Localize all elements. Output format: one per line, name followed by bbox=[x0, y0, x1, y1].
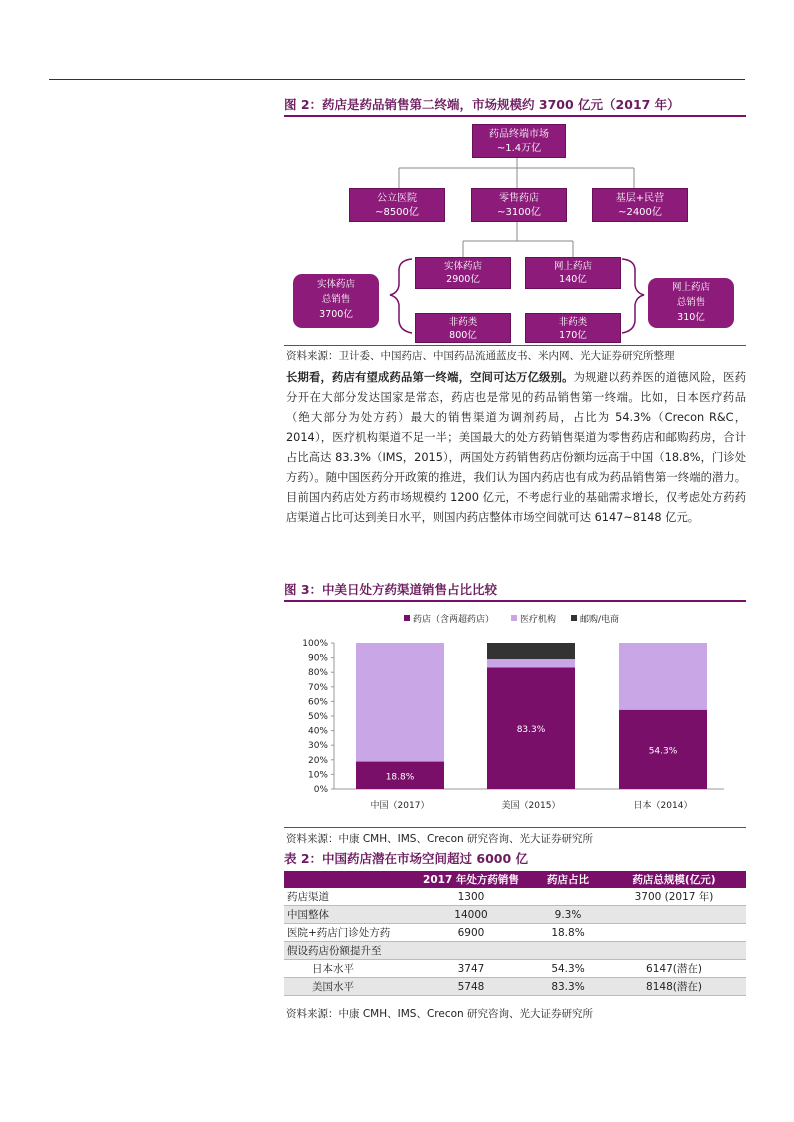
node-grassroots-private bbox=[592, 188, 688, 222]
table-cell: 3747 bbox=[408, 960, 534, 978]
node-label: 实体药店 bbox=[443, 261, 482, 272]
node-label: 非药类 bbox=[558, 317, 588, 328]
table-cell: 83.3% bbox=[534, 978, 602, 996]
table-cell bbox=[534, 942, 602, 960]
table-cell: 6900 bbox=[408, 924, 534, 942]
table-header: 2017 年处方药销售 bbox=[408, 871, 534, 888]
table-row bbox=[284, 960, 746, 978]
figure-3-chart bbox=[284, 602, 746, 827]
node-label: 基层+民营 bbox=[615, 193, 665, 204]
table-header-row bbox=[284, 871, 746, 888]
table-2-title: 表 2：中国药店潜在市场空间超过 6000 亿 bbox=[284, 851, 529, 866]
figure-2-source: 资料来源：卫计委、中国药店、中国药品流通蓝皮书、米内网、光大证券研究所整理 bbox=[286, 350, 675, 362]
node-value: 140亿 bbox=[559, 274, 587, 285]
y-tick-label: 80% bbox=[307, 668, 328, 679]
bar-segment bbox=[356, 643, 444, 762]
y-tick-label: 90% bbox=[307, 653, 328, 664]
table-cell: 中国整体 bbox=[284, 906, 408, 924]
node-value: 170亿 bbox=[559, 330, 587, 341]
body-paragraph bbox=[286, 368, 746, 528]
y-tick-label: 50% bbox=[307, 712, 328, 722]
table-cell: 5748 bbox=[408, 978, 534, 996]
figure-2-bottom-rule bbox=[284, 345, 746, 346]
table-cell bbox=[602, 942, 746, 960]
table-cell: 18.8% bbox=[534, 924, 602, 942]
x-category-label: 美国（2015） bbox=[501, 801, 561, 811]
node-online-pharmacy bbox=[525, 257, 621, 289]
table-2-source: 资料来源：中康 CMH、IMS、Crecon 研究咨询、光大证券研究所 bbox=[286, 1008, 594, 1020]
figure-2-title: 图 2：药店是药品销售第二终端，市场规模约 3700 亿元（2017 年） bbox=[284, 97, 680, 112]
table-header bbox=[284, 871, 408, 888]
node-public-hospital bbox=[349, 188, 445, 222]
node-retail-pharmacy bbox=[471, 188, 567, 222]
node-label: 零售药店 bbox=[499, 193, 539, 204]
table-cell: 美国水平 bbox=[284, 978, 408, 996]
table-row bbox=[284, 906, 746, 924]
y-tick-label: 30% bbox=[307, 741, 328, 752]
table-cell bbox=[602, 924, 746, 942]
node-value: 800亿 bbox=[449, 330, 477, 341]
node-label: 网上药店 bbox=[553, 261, 592, 272]
table-cell: 3700 (2017 年) bbox=[602, 888, 746, 906]
table-cell: 14000 bbox=[408, 906, 534, 924]
legend-swatch-mail-order bbox=[571, 615, 577, 621]
node-value: 3700亿 bbox=[319, 309, 353, 320]
y-tick-label: 40% bbox=[307, 726, 328, 737]
node-label: 总销售 bbox=[676, 297, 706, 308]
node-value: ~1.4万亿 bbox=[496, 143, 542, 154]
node-label: 非药类 bbox=[448, 317, 478, 328]
y-tick-label: 20% bbox=[307, 755, 328, 766]
table-cell: 医院+药店门诊处方药 bbox=[284, 924, 408, 942]
plus-sign: + bbox=[570, 290, 578, 300]
table-cell bbox=[408, 942, 534, 960]
y-tick-label: 0% bbox=[313, 785, 328, 795]
figure-3-bottom-rule bbox=[284, 827, 746, 828]
bar-segment bbox=[487, 659, 575, 667]
node-value: ~8500亿 bbox=[375, 207, 419, 218]
legend-swatch-medical bbox=[511, 615, 517, 621]
legend-label: 医疗机构 bbox=[520, 615, 557, 625]
table-cell: 药店渠道 bbox=[284, 888, 408, 906]
figure-3-title: 图 3：中美日处方药渠道销售占比比较 bbox=[284, 582, 498, 597]
table-row bbox=[284, 978, 746, 996]
paragraph-text: 为规避以药养医的道德风险，医药分开在大部分发达国家是常态，药店也是常见的药品销售第一终端。比如，日本医疗药品（绝大部分为处方药）最大的销售渠道为调剂药局，占比为 54.3%（Crecon R&C，2014），医疗机构渠道不足一半；美国最大的处方药销售渠道为零售药店和邮购药房，合计占比高达 83.3%（IMS，2015），两国处方药销售药店份额均远高于中国（18.8%，门诊处方药）。随中国医药分开政策的推进，我们认为国内药店也有成为药品销售第一终端的潜力。目前国内药店处方药市场规模约 1200 亿元，不考虑行业的基础需求增长，仅考虑处方药药店渠道占比可达到美日水平，则国内药店整体市场空间就可达 6147~8148 亿元。 bbox=[286, 371, 746, 524]
legend-label: 邮购/电商 bbox=[580, 615, 620, 625]
chart-legend bbox=[404, 613, 619, 625]
table-row bbox=[284, 888, 746, 906]
figure-3-source: 资料来源：中康 CMH、IMS、Crecon 研究咨询、光大证券研究所 bbox=[286, 833, 594, 845]
table-row bbox=[284, 924, 746, 942]
node-online-total bbox=[648, 278, 734, 328]
table-cell: 假设药店份额提升至 bbox=[284, 942, 408, 960]
market-space-table bbox=[284, 871, 746, 996]
node-physical-total bbox=[293, 274, 379, 328]
y-tick-label: 70% bbox=[307, 682, 328, 693]
table-cell: 9.3% bbox=[534, 906, 602, 924]
x-category-label: 日本（2014） bbox=[633, 801, 693, 811]
y-tick-label: 100% bbox=[302, 639, 328, 649]
table-header: 药店占比 bbox=[534, 871, 602, 888]
node-label: 网上药店 bbox=[671, 282, 710, 293]
table-cell bbox=[534, 888, 602, 906]
y-tick-label: 60% bbox=[307, 697, 328, 708]
table-cell: 6147(潜在) bbox=[602, 960, 746, 978]
node-label: 总销售 bbox=[321, 294, 351, 305]
paragraph-lead: 长期看，药店有望成药品第一终端，空间可达万亿级别。 bbox=[286, 371, 574, 384]
node-value: ~3100亿 bbox=[497, 207, 541, 218]
table-cell: 8148(潜在) bbox=[602, 978, 746, 996]
node-drug-terminal-market bbox=[472, 124, 566, 158]
x-category-label: 中国（2017） bbox=[370, 801, 430, 811]
legend-swatch-pharmacy bbox=[404, 615, 410, 621]
bar-data-label: 83.3% bbox=[516, 725, 546, 736]
header-rule bbox=[49, 79, 745, 80]
table-row bbox=[284, 942, 746, 960]
node-online-non-drug bbox=[525, 313, 621, 343]
node-value: ~2400亿 bbox=[618, 207, 662, 218]
node-physical-pharmacy bbox=[415, 257, 511, 289]
table-cell: 日本水平 bbox=[284, 960, 408, 978]
table-header: 药店总规模(亿元) bbox=[602, 871, 746, 888]
table-cell bbox=[602, 906, 746, 924]
plus-sign: + bbox=[460, 290, 468, 300]
node-label: 公立医院 bbox=[377, 193, 417, 204]
node-value: 2900亿 bbox=[446, 274, 480, 285]
bar-data-label: 54.3% bbox=[648, 746, 678, 757]
bar-segment bbox=[619, 643, 707, 710]
node-label: 药品终端市场 bbox=[489, 129, 549, 140]
table-cell: 1300 bbox=[408, 888, 534, 906]
y-tick-label: 10% bbox=[307, 770, 328, 781]
node-label: 实体药店 bbox=[316, 279, 355, 290]
table-cell: 54.3% bbox=[534, 960, 602, 978]
node-value: 310亿 bbox=[677, 312, 705, 323]
bar-data-label: 18.8% bbox=[385, 772, 415, 783]
bar-segment bbox=[487, 643, 575, 659]
legend-label: 药店（含两超药店） bbox=[413, 615, 495, 625]
node-physical-non-drug bbox=[415, 313, 511, 343]
